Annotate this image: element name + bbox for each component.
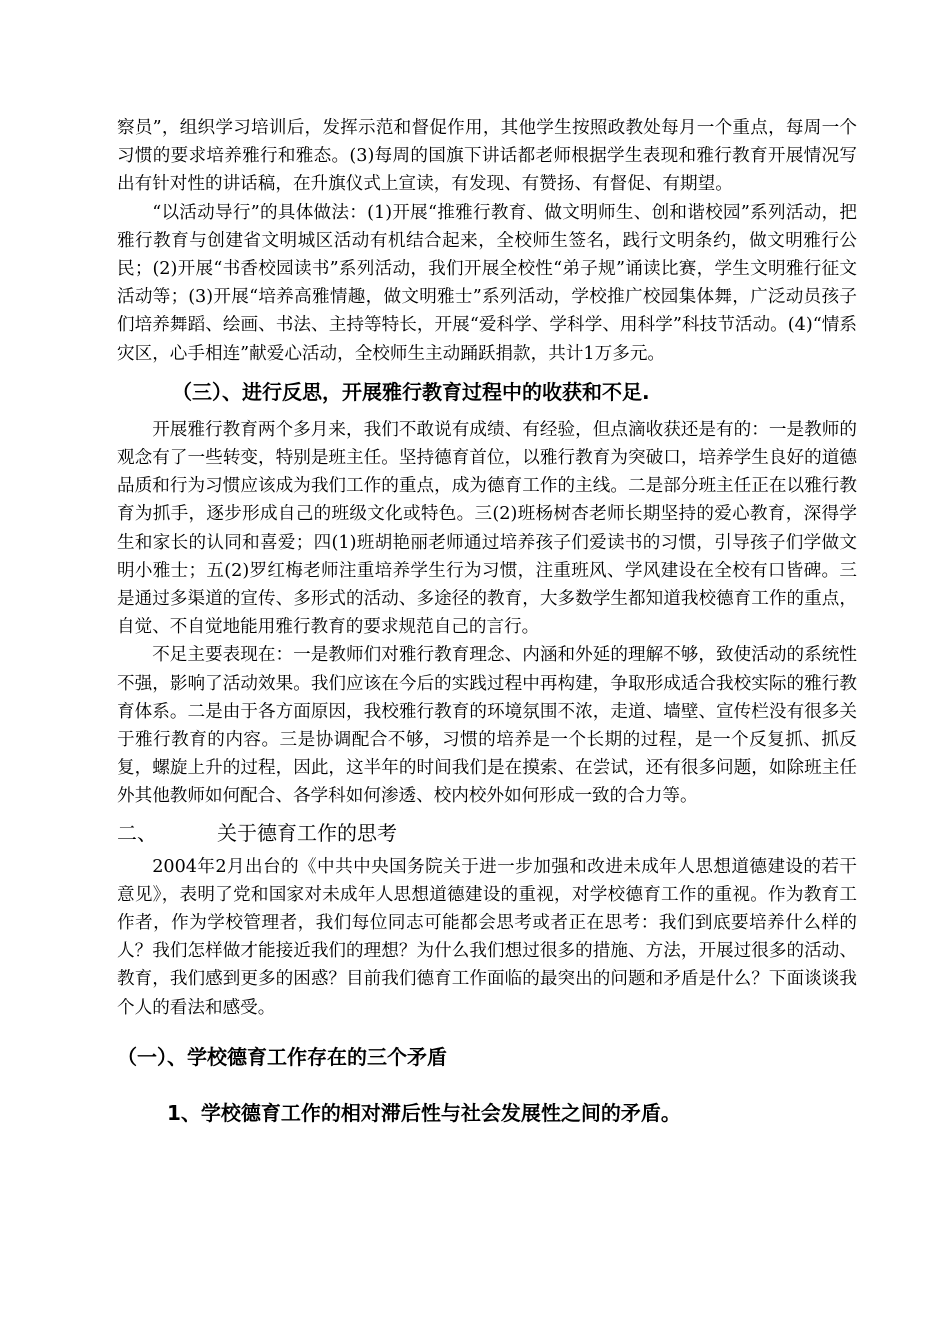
item-heading-first-contradiction: 1、学校德育工作的相对滞后性与社会发展性之间的矛盾。 <box>167 1100 681 1125</box>
subsection-heading-contradictions: （一）、学校德育工作存在的三个矛盾 <box>117 1044 447 1069</box>
paragraph-continued: 察员”，组织学习培训后，发挥示范和督促作用，其他学生按照政教处每月一个重点，每周一个习惯的要求培养雅行和雅态。(3)每周的国旗下讲话都老师根据学生表现和雅行教育开展情况写出有针对性的讲话稿，在升旗仪式上宣读，有发现、有赞扬、有督促、有期望。 <box>117 118 857 195</box>
chapter-number: 二、 <box>117 820 157 845</box>
paragraph-activity-guidance: “以活动导行”的具体做法：(1)开展“推雅行教育、做文明师生、创和谐校园”系列活动，把雅行教育与创建省文明城区活动有机结合起来，全校师生签名，践行文明条约，做文明雅行公民；(2)开展“书香校园读书”系列活动，我们开展全校性“弟子规”诵读比赛，学生文明雅行征文活动等；(3)开展“培养高雅情趣，做文明雅士”系列活动，学校推广校园集体舞，广泛动员孩子们培养舞蹈、绘画、书法、主持等特长，开展“爱科学、学科学、用科学”科技节活动。(4)“情系灾区，心手相连”献爱心活动，全校师生主动踊跃捐款，共计1万多元。 <box>117 202 857 364</box>
section-heading-reflection: （三）、进行反思，开展雅行教育过程中的收获和不足. <box>172 379 650 404</box>
paragraph-thinking: 2004年2月出台的《中共中央国务院关于进一步加强和改进未成年人思想道德建设的若干意见》，表明了党和国家对未成年人思想道德建设的重视，对学校德育工作的重视。作为教育工作者，作为学校管理者，我们每位同志可能都会思考或者正在思考：我们到底要培养什么样的人？我们怎样做才能接近我们的理想？为什么我们想过很多的措施、方法，开展过很多的活动、教育，我们感到更多的困惑？目前我们德育工作面临的最突出的问题和矛盾是什么？下面谈谈我个人的看法和感受。 <box>117 856 857 1018</box>
document-page <box>117 114 857 1138</box>
chapter-heading-two <box>117 813 857 853</box>
paragraph-achievements: 开展雅行教育两个多月来，我们不敢说有成绩、有经验，但点滴收获还是有的：一是教师的观念有了一些转变，特别是班主任。坚持德育首位，以雅行教育为突破口，培养学生良好的道德品质和行为习惯应该成为我们工作的重点，成为德育工作的主线。二是部分班主任正在以雅行教育为抓手，逐步形成自己的班级文化或特色。三(2)班杨树杏老师长期坚持的爱心教育，深得学生和家长的认同和喜爱；四(1)班胡艳丽老师通过培养孩子们爱读书的习惯，引导孩子们学做文明小雅士；五(2)罗红梅老师注重培养学生行为习惯，注重班风、学风建设在全校有口皆碑。三是通过多渠道的宣传、多形式的活动、多途径的教育，大多数学生都知道我校德育工作的重点，自觉、不自觉地能用雅行教育的要求规范自己的言行。 <box>117 419 857 638</box>
paragraph-shortcomings: 不足主要表现在：一是教师们对雅行教育理念、内涵和外延的理解不够，致使活动的系统性不强，影响了活动效果。我们应该在今后的实践过程中再构建，争取形成适合我校实际的雅行教育体系。二是由于各方面原因，我校雅行教育的环境氛围不浓，走道、墙壁、宣传栏没有很多关于雅行教育的内容。三是协调配合不够，习惯的培养是一个长期的过程，是一个反复抓、抓反复，螺旋上升的过程，因此，这半年的时间我们是在摸索、在尝试，还有很多问题，如除班主任外其他教师如何配合、各学科如何渗透、校内校外如何形成一致的合力等。 <box>117 645 857 807</box>
chapter-title: 关于德育工作的思考 <box>217 820 397 845</box>
